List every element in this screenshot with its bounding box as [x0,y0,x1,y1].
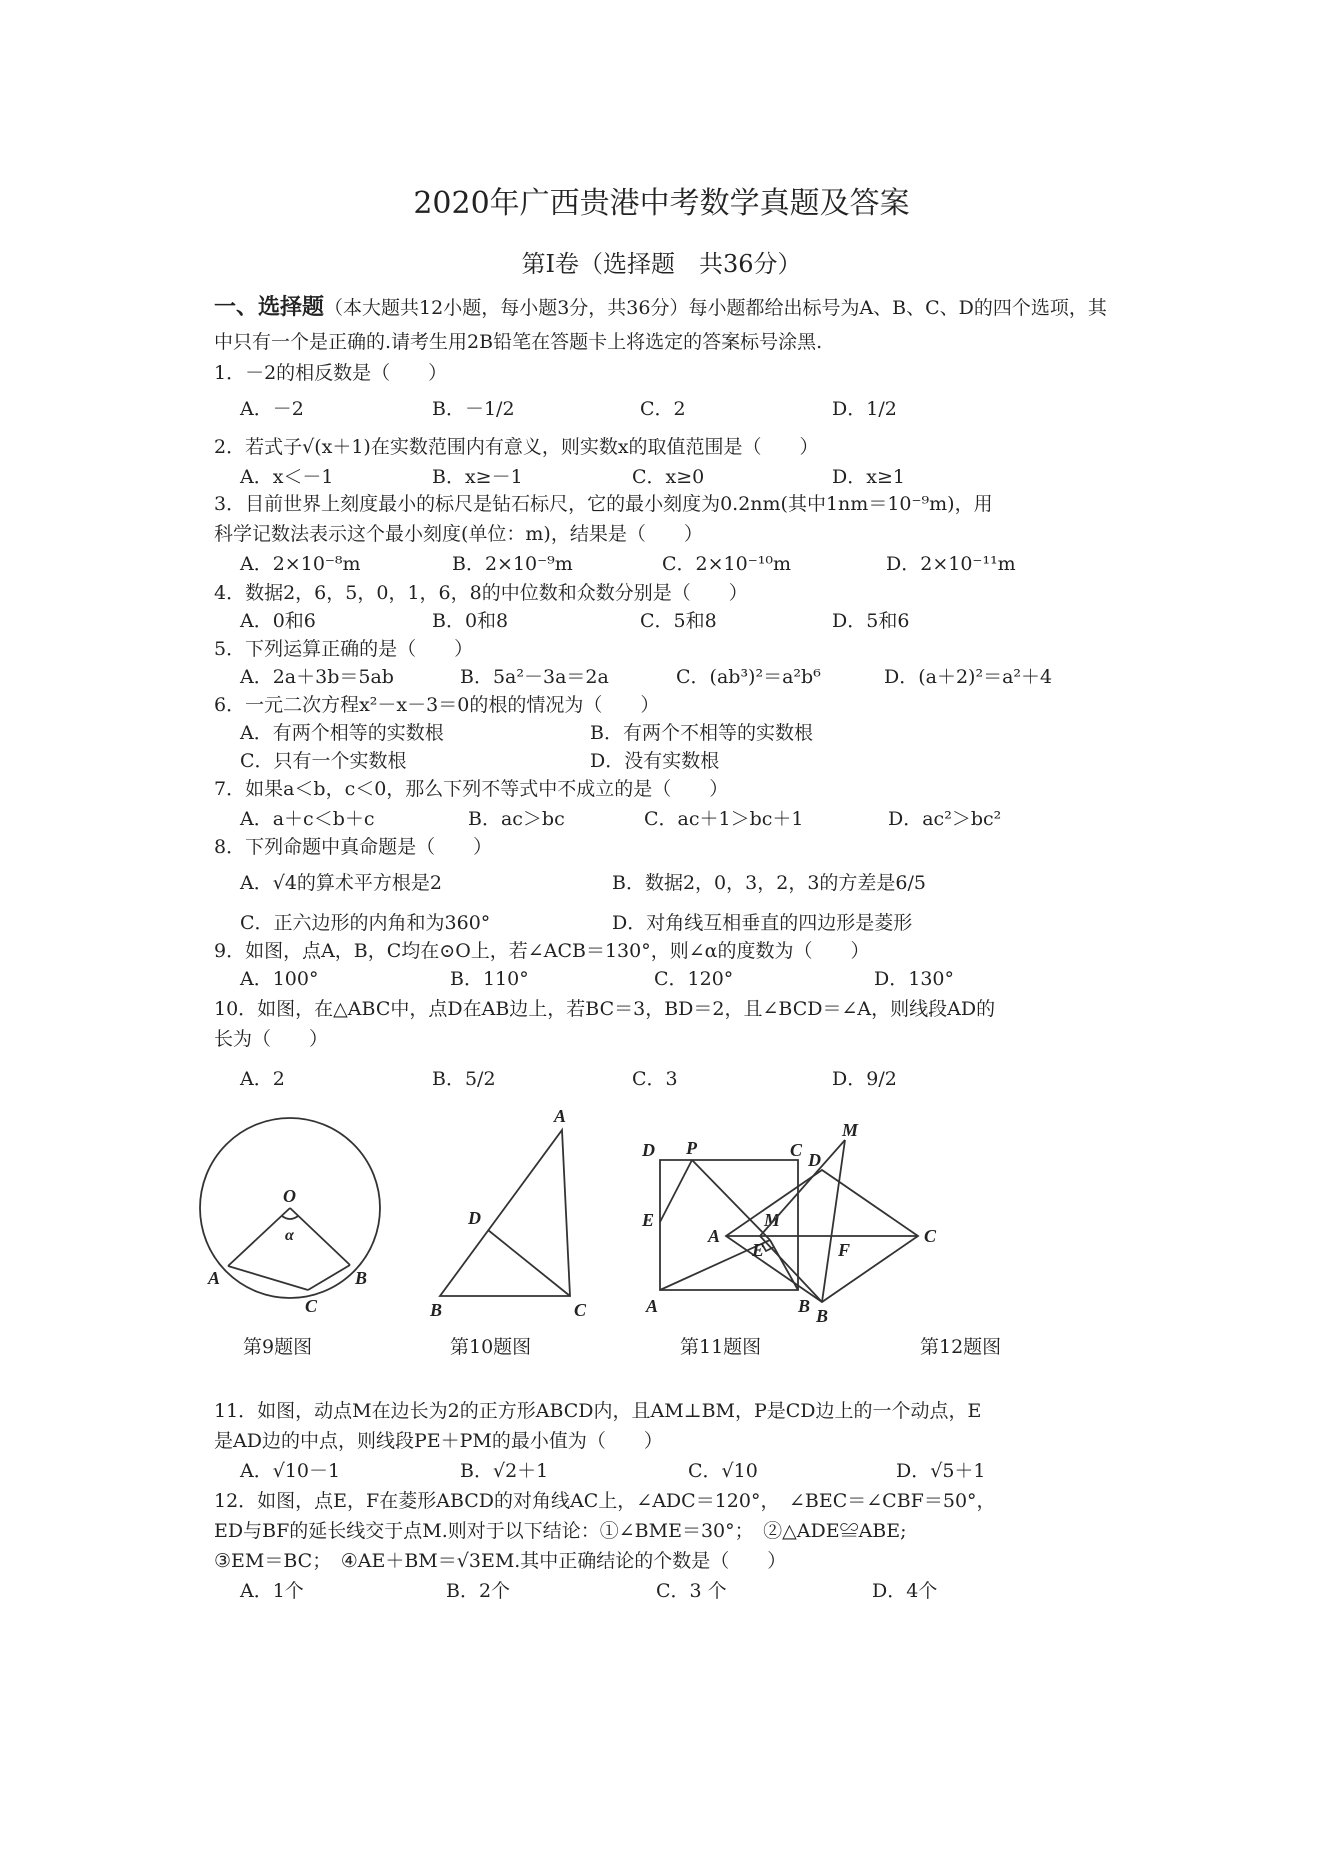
question-4-stem: 4．数据2，6，5，0，1，6，8的中位数和众数分别是（ ） [214,582,748,604]
fig12-segment-eb [760,1236,822,1302]
figure-10-caption: 第10题图 [450,1336,532,1358]
q11-option-d: D．√5＋1 [896,1460,986,1482]
question-10-stem-line2: 长为（ ） [214,1028,329,1050]
question-12-stem-line1: 12．如图，点E，F在菱形ABCD的对角线AC上，∠ADC＝120°， ∠BEC＝∠CBF＝50°， [214,1490,996,1512]
question-11-stem-line2: 是AD边的中点，则线段PE＋PM的最小值为（ ） [214,1430,663,1452]
figure-11 [641,1138,810,1316]
question-1-stem: 1．－2的相反数是（ ） [214,362,448,384]
q8-option-c: C．正六边形的内角和为360° [240,912,491,934]
question-11-stem-line1: 11．如图，动点M在边长为2的正方形ABCD内，且AM⊥BM，P是CD边上的一个动点，E [214,1400,982,1422]
q7-option-b: B．ac＞bc [468,808,565,830]
q1-option-d: D．1/2 [832,398,897,420]
fig9-label-c: C [305,1296,318,1316]
figure-11-caption: 第11题图 [680,1336,762,1358]
q2-option-a: A．x＜－1 [240,466,334,488]
q7-option-d: D．ac²＞bc² [888,808,1002,830]
q4-option-a: A．0和6 [240,610,316,632]
question-7-stem: 7．如果a＜b，c＜0，那么下列不等式中不成立的是（ ） [214,778,729,800]
question-3-stem-line2: 科学记数法表示这个最小刻度(单位：m)，结果是（ ） [214,523,703,545]
fig9-label-b: B [355,1268,368,1288]
fig12-label-f: F [838,1240,851,1260]
section-heading: 一、选择题 [214,295,325,320]
q10-option-a: A．2 [240,1068,285,1090]
q2-option-d: D．x≥1 [832,466,905,488]
fig9-angle-arc [282,1216,298,1219]
document-title: 2020年广西贵港中考数学真题及答案 [413,186,910,221]
q3-option-c: C．2×10⁻¹⁰m [662,553,792,575]
fig10-label-b: B [430,1300,443,1320]
fig11-label-a: A [646,1296,659,1316]
fig12-label-m: M [842,1120,859,1140]
fig9-label-alpha: α [285,1227,294,1244]
question-3-stem-line1: 3．目前世界上刻度最小的标尺是钻石标尺，它的最小刻度为0.2nm(其中1nm＝10⁻⁹m)，用 [214,493,993,515]
fig11-segment-ep [660,1160,692,1222]
question-12-stem-line2: ED与BF的延长线交于点M.则对于以下结论：①∠BME＝30°； ②△ADE≌ABE; [214,1520,907,1542]
q4-option-b: B．0和8 [432,610,509,632]
q12-option-c: C．3 个 [656,1580,727,1602]
q6-option-b: B．有两个不相等的实数根 [590,722,813,744]
q5-option-a: A．2a＋3b＝5ab [240,666,394,688]
q2-option-b: B．x≥－1 [432,466,523,488]
q4-option-d: D．5和6 [832,610,910,632]
q7-option-c: C．ac＋1＞bc＋1 [644,808,804,830]
paper-part-title: 第Ⅰ卷（选择题 共36分） [521,250,802,278]
q6-option-a: A．有两个相等的实数根 [240,722,444,744]
q10-option-c: C．3 [632,1068,678,1090]
question-2-stem: 2．若式子√(x＋1)在实数范围内有意义，则实数x的取值范围是（ ） [214,436,819,458]
fig10-triangle [440,1130,570,1296]
q1-option-c: C．2 [640,398,686,420]
fig10-label-a: A [554,1106,567,1126]
q11-option-b: B．√2＋1 [460,1460,549,1482]
q12-option-d: D．4个 [872,1580,938,1602]
question-10-stem-line1: 10．如图，在△ABC中，点D在AB边上，若BC＝3，BD＝2，且∠BCD＝∠A，则线段AD的 [214,998,996,1020]
fig12-label-c: C [924,1226,937,1246]
q6-option-c: C．只有一个实数根 [240,750,407,772]
fig9-chord-ac [228,1266,308,1290]
q7-option-a: A．a＋c＜b＋c [240,808,375,830]
q5-option-d: D．(a＋2)²＝a²＋4 [884,666,1053,688]
fig9-radius-oa [228,1208,290,1266]
question-5-stem: 5．下列运算正确的是（ ） [214,638,474,660]
fig10-label-d: D [468,1208,481,1228]
q5-option-b: B．5a²－3a＝2a [460,666,609,688]
q10-option-b: B．5/2 [432,1068,496,1090]
fig11-label-p: P [686,1138,697,1158]
q10-option-d: D．9/2 [832,1068,897,1090]
q9-option-c: C．120° [654,968,734,990]
fig10-segment-dc [488,1230,570,1296]
q3-option-a: A．2×10⁻⁸m [240,553,361,575]
fig12-line-bm [822,1140,845,1302]
q5-option-c: C．(ab³)²＝a²b⁶ [676,666,821,688]
fig12-label-b: B [816,1306,829,1326]
q4-option-c: C．5和8 [640,610,717,632]
q9-option-b: B．110° [450,968,529,990]
fig11-label-e: E [642,1210,655,1230]
fig9-radius-ob [290,1208,350,1265]
section-description: （本大题共12小题，每小题3分，共36分）每小题都给出标号为A、B、C、D的四个选项，其中只有一个是正确的.请考生用2B铅笔在答题卡上将选定的答案标号涂黑. [214,297,1107,353]
question-9-stem: 9．如图，点A，B，C均在⊙O上，若∠ACB＝130°，则∠α的度数为（ ） [214,940,870,962]
fig9-label-a: A [208,1268,221,1288]
fig11-label-m: M [764,1210,781,1230]
q12-option-a: A．1个 [240,1580,304,1602]
fig12-label-e: E [752,1240,765,1260]
fig11-label-b: B [798,1296,811,1316]
question-12-stem-line3: ③EM＝BC； ④AE＋BM＝√3EM.其中正确结论的个数是（ ） [214,1550,787,1572]
q9-option-d: D．130° [874,968,954,990]
question-6-stem: 6．一元二次方程x²－x－3＝0的根的情况为（ ） [214,694,660,716]
q3-option-b: B．2×10⁻⁹m [452,553,573,575]
q3-option-d: D．2×10⁻¹¹m [886,553,1016,575]
q11-option-a: A．√10－1 [240,1460,341,1482]
figure-12-caption: 第12题图 [920,1336,1002,1358]
figure-9-caption: 第9题图 [243,1336,313,1358]
q12-option-b: B．2个 [446,1580,511,1602]
fig11-label-d: D [642,1140,655,1160]
question-8-stem: 8．下列命题中真命题是（ ） [214,836,493,858]
fig11-label-c: C [790,1140,803,1160]
fig10-label-c: C [574,1300,587,1320]
q11-option-c: C．√10 [688,1460,758,1482]
q8-option-a: A．√4的算术平方根是2 [240,872,443,894]
q6-option-d: D．没有实数根 [590,750,720,772]
figure-10 [429,1106,587,1320]
figure-9 [200,1118,380,1316]
fig9-chord-cb [308,1265,350,1290]
q8-option-d: D．对角线互相垂直的四边形是菱形 [612,912,913,934]
q2-option-c: C．x≥0 [632,466,705,488]
figure-12 [707,1120,937,1326]
q8-option-b: B．数据2，0，3，2，3的方差是6/5 [612,872,926,894]
figures-panel [190,1090,1150,1350]
q1-option-b: B．－1/2 [432,398,515,420]
fig12-line-em [760,1140,845,1236]
section-instructions [214,291,1114,359]
q9-option-a: A．100° [240,968,319,990]
fig11-segment-pm [692,1160,770,1240]
fig9-label-o: O [283,1186,296,1206]
q1-option-a: A．－2 [240,398,304,420]
fig12-label-a: A [708,1226,721,1246]
fig12-label-d: D [808,1150,821,1170]
